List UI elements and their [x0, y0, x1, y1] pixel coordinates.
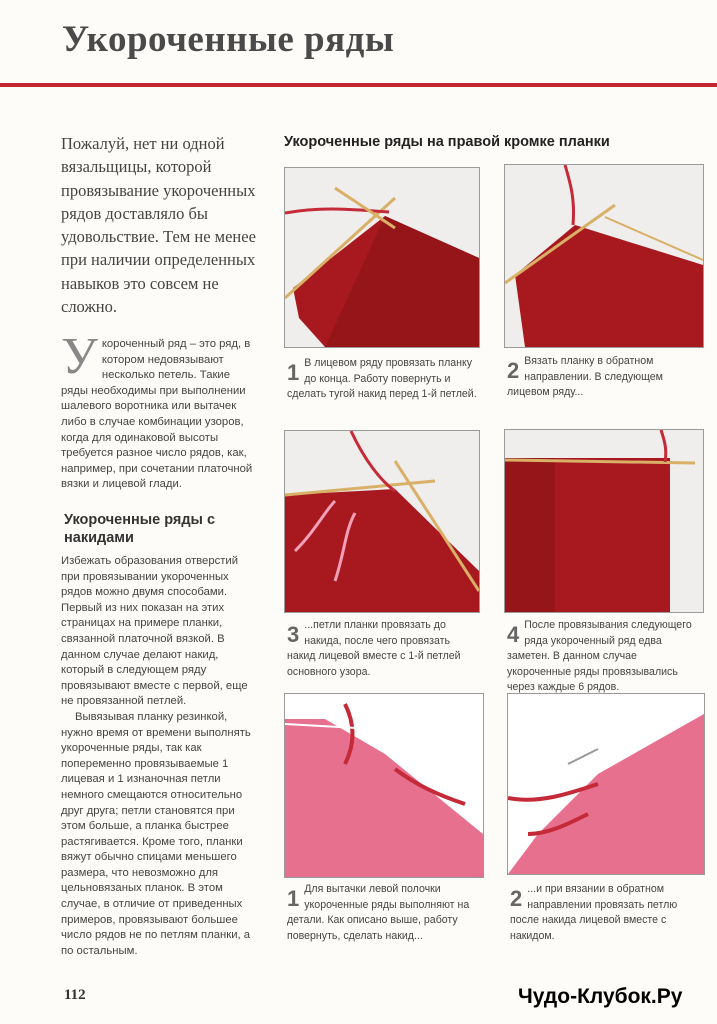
step-text: В лицевом ряду провязать планку до конца. Работу повернуть и сделать тугой накид перед 1-й петлей. — [287, 357, 477, 400]
knitted-band-image — [505, 430, 703, 612]
drop-cap: У — [61, 328, 98, 385]
step-text: ...петли планки провязать до накида, после чего провязать накид лицевой вместе с 1-й петлей основного узора. — [287, 619, 461, 678]
step-4-caption — [507, 618, 702, 696]
knitted-band-image — [285, 431, 479, 612]
step-2-caption — [507, 354, 702, 401]
stitch-diagram-image — [285, 694, 483, 877]
page-number: 112 — [64, 987, 86, 1003]
knitted-band-image — [505, 165, 703, 347]
step-3-caption — [287, 618, 480, 680]
step-number: 1 — [287, 360, 300, 385]
step-text: ...и при вязании в обратном направлении провязать петлю после накида лицевой вместе с накидом. — [510, 883, 678, 942]
step-number: 3 — [287, 622, 300, 647]
intro-text: Пожалуй, нет ни одной вязальщицы, которой провязывание укороченных рядов доставляло бы удовольствие. Тем не менее при наличии определенных навыков это совсем не сложно. — [61, 134, 256, 317]
definition-paragraph — [61, 328, 259, 493]
watermark: Чудо-Клубок.Ру — [518, 985, 683, 1008]
section-paragraph: Вывязывая планку резинкой, нужно время от времени выполнять укороченные ряды, так как попеременно провязываемые 1 лицевая и 1 изнаночная петли немного смещаются относительно друг друга; петли становятся при этом больше, а планка быстрее растягивается. Кроме того, планки вяжут обычно спицами меньшего размера, что невозможно для цельновязаных планок. В этом случае, в отличие от приведенных примеров, провязывают большее число рядов не по петлям планки, а по остальным. — [61, 710, 251, 957]
section-paragraph: Избежать образования отверстий при провязывании укороченных рядов можно двумя способами. Первый из них показан на этих страницах на примере планки, связанной платочной вязкой. В данном случае делают накид, который в следующем ряду провязывают вместе с первой, еще не провязанной петлей. — [61, 555, 248, 708]
step-text: Для вытачки левой полочки укороченные ряды выполняют на детали. Как описано выше, работу повернуть, сделать накид... — [287, 883, 470, 942]
step-number: 2 — [507, 358, 520, 383]
step-number: 2 — [510, 886, 523, 911]
definition-text: короченный ряд – это ряд, в котором недовязывают несколько петель. Такие ряды необходимы при выполнении шалевого воротника или вытачек либо в случае комбинации узоров, когда для одинаковой высоты требуется разное число рядов, как, например, при сочетании платочной вязки и лицевой глади. — [61, 338, 253, 491]
step-text: Вязать планку в обратном направлении. В следующем лицевом ряду... — [507, 355, 663, 398]
diagram-1-caption — [287, 882, 487, 944]
diagram-2-caption — [510, 882, 704, 944]
step-1-photo — [284, 167, 480, 348]
stitch-diagram-image — [508, 694, 704, 874]
step-text: После провязывания следующего ряда укороченный ряд едва заметен. В данном случае укороченные ряды провязывались через каждые 6 рядов. — [507, 619, 692, 693]
step-4-photo — [504, 429, 704, 613]
knitted-band-image — [285, 168, 479, 347]
section-body — [61, 554, 259, 959]
section-heading: Укороченные ряды с накидами — [64, 512, 216, 546]
step-3-photo — [284, 430, 480, 613]
step-number: 4 — [507, 622, 520, 647]
diagram-1 — [284, 693, 484, 878]
diagram-2 — [507, 693, 705, 875]
step-2-photo — [504, 164, 704, 348]
right-column-heading: Укороченные ряды на правой кромке планки — [284, 134, 610, 150]
step-1-caption — [287, 356, 480, 403]
page-title: Укороченные ряды — [62, 19, 395, 60]
title-rule — [0, 83, 717, 87]
step-number: 1 — [287, 886, 300, 911]
